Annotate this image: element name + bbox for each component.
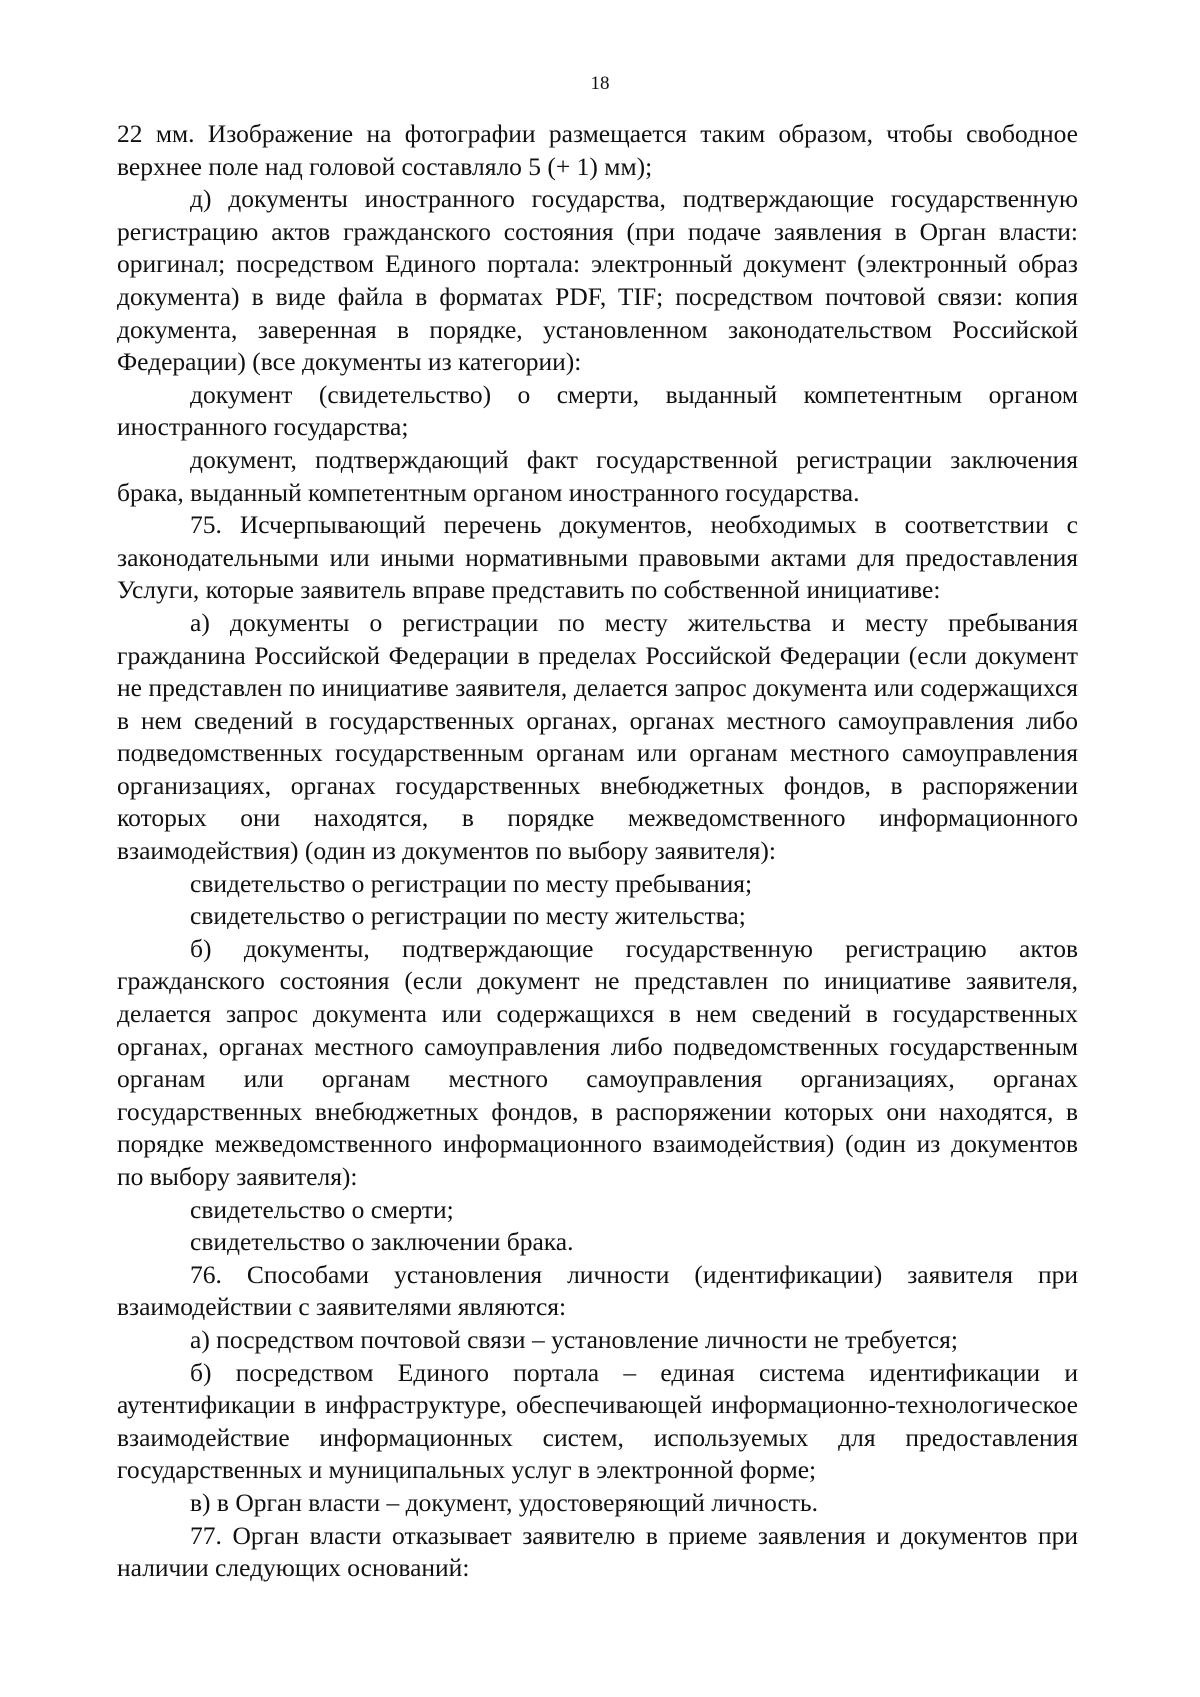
paragraph-death-certificate: свидетельство о смерти; bbox=[190, 1194, 454, 1224]
paragraph-76: 76. Способами установления личности (идентификации) заявителя при взаимодействии с заявителями являются: bbox=[117, 1259, 1078, 1322]
paragraph-death-document: документ (свидетельство) о смерти, выданный компетентным органом иностранного государства; bbox=[117, 379, 1078, 442]
paragraph-76-a: а) посредством почтовой связи – установление личности не требуется; bbox=[190, 1324, 958, 1354]
paragraph-continuation: 22 мм. Изображение на фотографии размещается таким образом, чтобы свободное верхнее поле над головой составляло 5 (+ 1) мм); bbox=[117, 119, 1078, 181]
paragraph-76-c: в) в Орган власти – документ, удостоверяющий личность. bbox=[190, 1487, 818, 1517]
paragraph-75-b: б) документы, подтверждающие государственную регистрацию актов гражданского состояния (если документ не представлен по инициативе заявителя, делается запрос документа или содержащихся в нем сведений в государственных органах, органах местного самоуправления либо подведомственных государственным органам или органам местного самоуправления организациях, органах государственных внебюджетных фондов, в распоряжении которых они находятся, в порядке межведомственного информационного взаимодействия) (один из документов по выбору заявителя): bbox=[117, 933, 1078, 1191]
paragraph-marriage-certificate: свидетельство о заключении брака. bbox=[190, 1227, 574, 1257]
paragraph-item-d: д) документы иностранного государства, подтверждающие государственную регистрацию актов гражданского состояния (при подаче заявления в Орган власти: оригинал; посредством Единого портала: электронный документ (электронный образ документа) в виде файла в форматах PDF, TIF; посредством почтовой связи: копия документа, заверенная в порядке, установленном законодательством Российской Федерации) (все документы из категории): bbox=[117, 184, 1078, 377]
paragraph-75: 75. Исчерпывающий перечень документов, необходимых в соответствии с законодательными или иными нормативными правовыми актами для предоставления Услуги, которые заявитель вправе представить по собственной инициативе: bbox=[117, 510, 1078, 605]
paragraph-77: 77. Орган власти отказывает заявителю в приеме заявления и документов при наличии следующих оснований: bbox=[117, 1520, 1078, 1583]
document-body bbox=[117, 118, 1078, 1585]
paragraph-residence-certificate: свидетельство о регистрации по месту жительства; bbox=[190, 901, 746, 931]
paragraph-stay-certificate: свидетельство о регистрации по месту пребывания; bbox=[190, 868, 753, 898]
paragraph-marriage-document: документ, подтверждающий факт государственной регистрации заключения брака, выданный компетентным органом иностранного государства. bbox=[117, 444, 1078, 507]
paragraph-76-b: б) посредством Единого портала – единая система идентификации и аутентификации в инфраструктуре, обеспечивающей информационно-технологическое взаимодействие информационных систем, используемых для предоставления государственных и муниципальных услуг в электронной форме; bbox=[117, 1357, 1078, 1485]
paragraph-75-a: а) документы о регистрации по месту жительства и месту пребывания гражданина Российской Федерации в пределах Российской Федерации (если документ не представлен по инициативе заявителя, делается запрос документа или содержащихся в нем сведений в государственных органах, органах местного самоуправления либо подведомственных государственным органам или органам местного самоуправления организациях, органах государственных внебюджетных фондов, в распоряжении которых они находятся, в порядке межведомственного информационного взаимодействия) (один из документов по выбору заявителя): bbox=[117, 607, 1078, 866]
page-number: 18 bbox=[590, 73, 610, 94]
